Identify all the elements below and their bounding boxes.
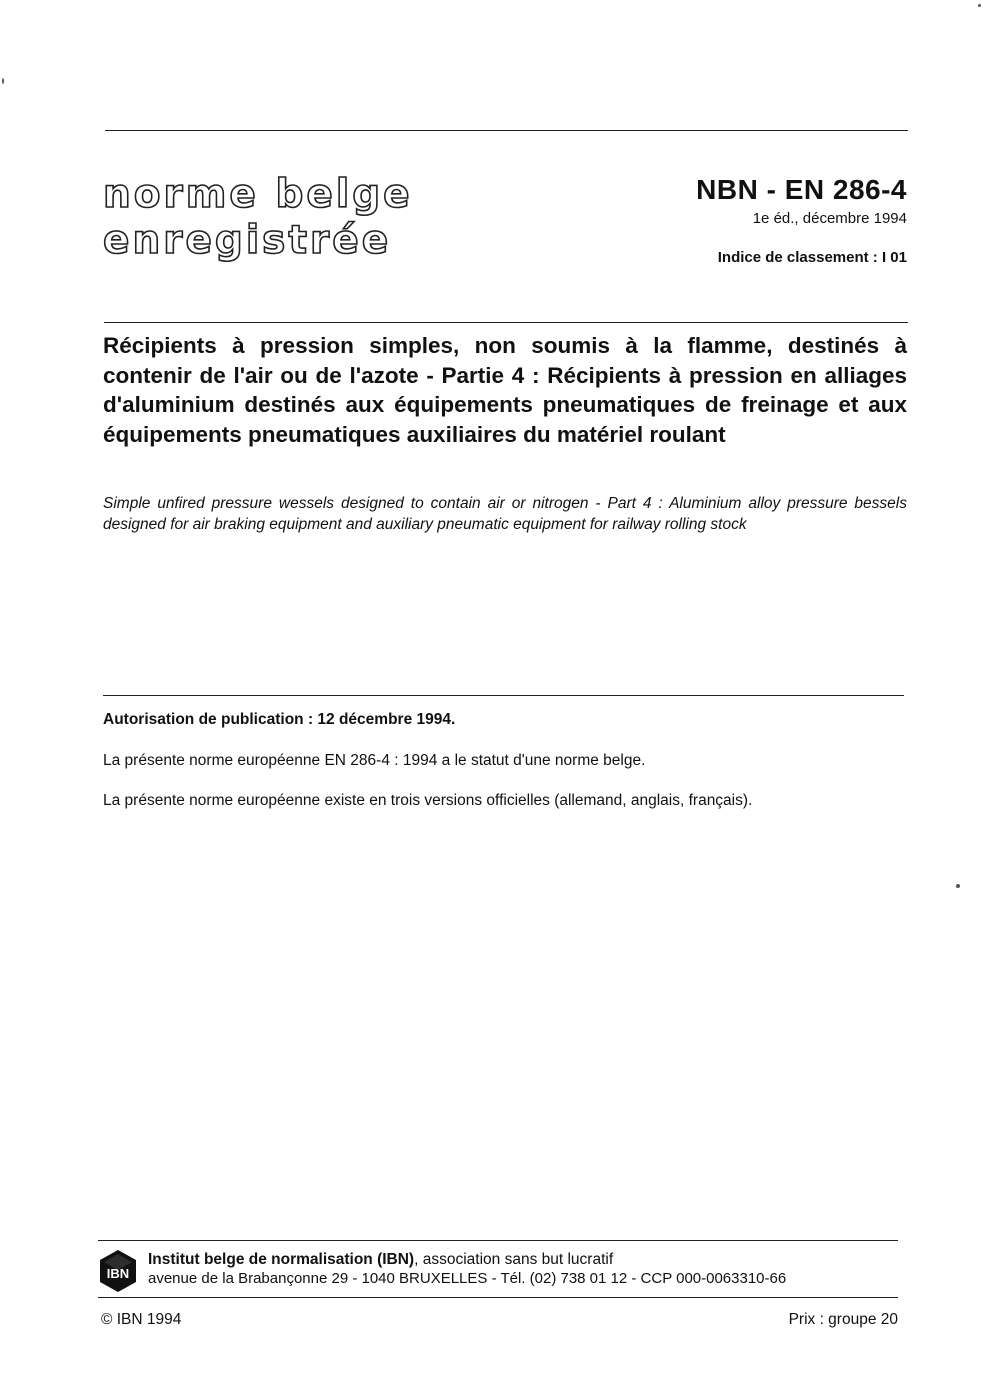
french-title: Récipients à pression simples, non soumis à la flamme, destinés à contenir de l'air ou de l'azote - Partie 4 : Récipients à pression en alliages d'aluminium destinés aux équipements pneumatiques de freinage et aux équipements pneumatiques auxiliaires du matériel roulant [103, 333, 907, 447]
publication-authorization: Autorisation de publication : 12 décembre 1994. [103, 711, 456, 728]
status-paragraph: La présente norme européenne EN 286-4 : 1994 a le statut d'une norme belge. [103, 752, 646, 769]
institute-name: Institut belge de normalisation (IBN) [148, 1251, 415, 1268]
price-group: Prix : groupe 20 [788, 1311, 898, 1328]
document-type-label [103, 172, 413, 264]
footer-top-rule [98, 1240, 898, 1241]
top-rule [105, 130, 908, 131]
publication-rule [103, 695, 904, 696]
classification-index: Indice de classement : I 01 [717, 249, 907, 266]
scan-speck [956, 884, 960, 888]
reference-block [696, 174, 907, 266]
document-type-line-1: norme belge [103, 172, 413, 217]
institute-description: , association sans but lucratif [414, 1251, 614, 1268]
footer-bottom-rule [98, 1297, 898, 1298]
standard-number: NBN - EN 286-4 [696, 174, 907, 205]
scan-speck [2, 78, 4, 84]
ibn-logo-icon [98, 1248, 138, 1294]
versions-paragraph: La présente norme européenne existe en trois versions officielles (allemand, anglais, français). [103, 792, 753, 809]
edition-date: 1e éd., décembre 1994 [752, 210, 907, 227]
title-top-rule [104, 322, 908, 323]
document-type-line-2: enregistrée [103, 218, 392, 263]
ibn-logo-text: IBN [106, 1266, 130, 1281]
institute-address: avenue de la Brabançonne 29 - 1040 BRUXELLES - Tél. (02) 738 01 12 - CCP 000-0063310-66 [148, 1270, 787, 1287]
english-title: Simple unfired pressure wessels designed to contain air or nitrogen - Part 4 : Aluminium alloy pressure bessels designed for air braking equipment and auxiliary pneumatic equipment for railway rolling stock [103, 495, 907, 533]
copyright: © IBN 1994 [101, 1311, 182, 1328]
scan-speck [978, 4, 981, 7]
institute-line [148, 1251, 613, 1269]
